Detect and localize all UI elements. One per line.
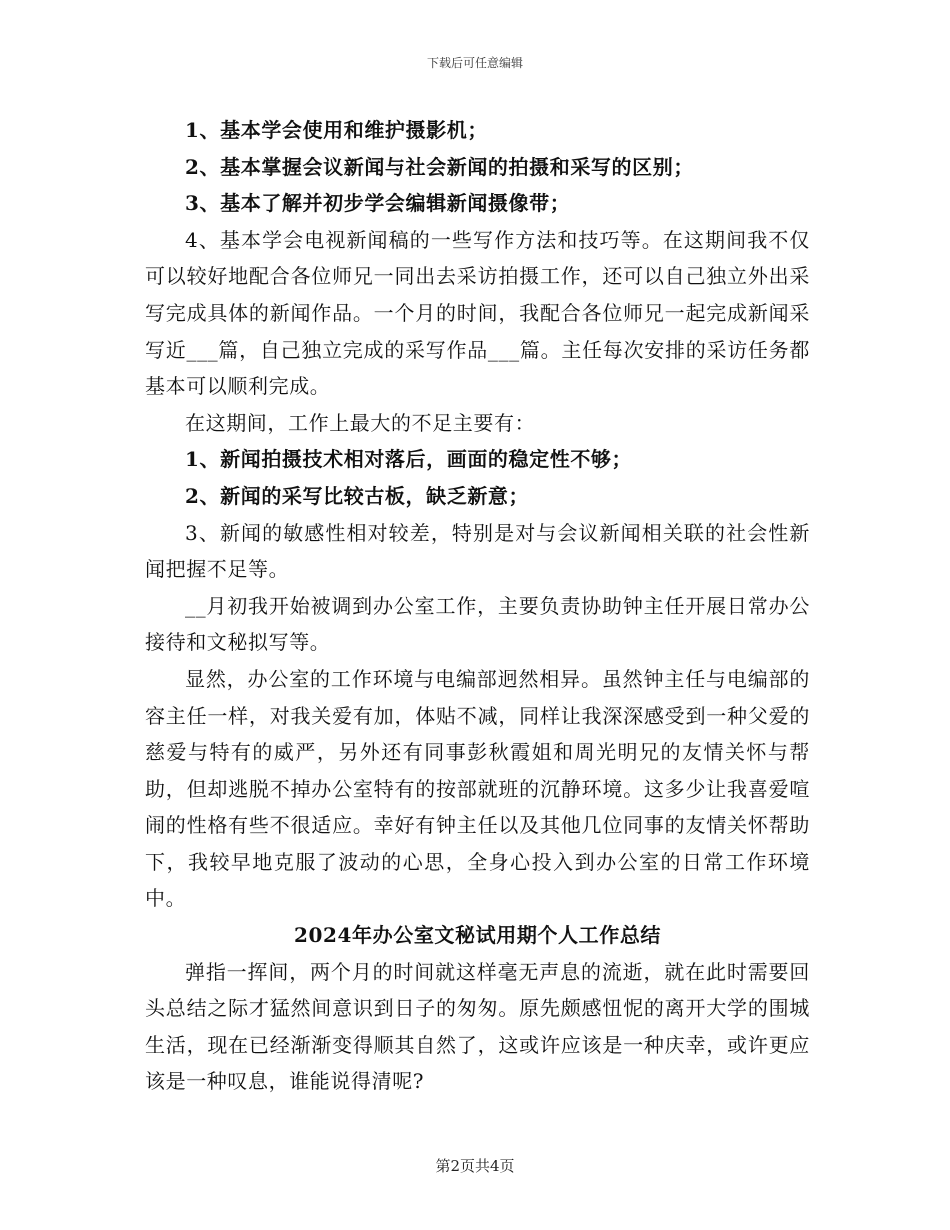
paragraph: 显然，办公室的工作环境与电编部迥然相异。虽然钟主任与电编部的容主任一样，对我关爱有加，体贴不减，同样让我深深感受到一种父爱的慈爱与特有的威严，另外还有同事彭秋霞姐和周光明兄的友情关怀与帮助，但却逃脱不掉办公室特有的按部就班的沉静环境。这多少让我喜爱喧闹的性格有些不很适应。幸好有钟主任以及其他几位同事的友情关怀帮助下，我较早地克服了波动的心思，全身心投入到办公室的日常工作环境中。 [145, 666, 810, 911]
document-body [145, 112, 810, 1100]
header-note: 下载后可任意编辑 [426, 56, 523, 70]
paragraph: 3、新闻的敏感性相对较差，特别是对与会议新闻相关联的社会性新闻把握不足等。 [145, 520, 810, 582]
page-number: 第2页共4页 [435, 1157, 515, 1175]
paragraph: 1、新闻拍摄技术相对落后，画面的稳定性不够； [185, 447, 633, 472]
paragraph: 2、基本掌握会议新闻与社会新闻的拍摄和采写的区别； [185, 154, 694, 179]
paragraph: __月初我开始被调到办公室工作，主要负责协助钟主任开展日常办公接待和文秘拟写等。 [145, 593, 810, 655]
paragraph: 在这期间，工作上最大的不足主要有： [185, 410, 536, 435]
paragraph: 弹指一挥间，两个月的时间就这样毫无声息的流逝，就在此时需要回头总结之际才猛然间意识到日子的匆匆。原先颇感忸怩的离开大学的围城生活，现在已经渐渐变得顺其自然了，这或许应该是一种庆幸，或许更应该是一种叹息，谁能说得清呢? [145, 959, 810, 1094]
paragraph: 4、基本学会电视新闻稿的一些写作方法和技巧等。在这期间我不仅可以较好地配合各位师兄一同出去采访拍摄工作，还可以自己独立外出采写完成具体的新闻作品。一个月的时间，我配合各位师兄一起完成新闻采写近___篇，自己独立完成的采写作品___篇。主任每次安排的采访任务都基本可以顺利完成。 [145, 227, 810, 399]
paragraph: 3、基本了解并初步学会编辑新闻摄像带； [185, 191, 571, 216]
paragraph: 1、基本学会使用和维护摄影机； [185, 118, 488, 142]
section-title: 2024年办公室文秘试用期个人工作总结 [293, 923, 662, 948]
paragraph: 2、新闻的采写比较古板，缺乏新意； [185, 483, 530, 508]
